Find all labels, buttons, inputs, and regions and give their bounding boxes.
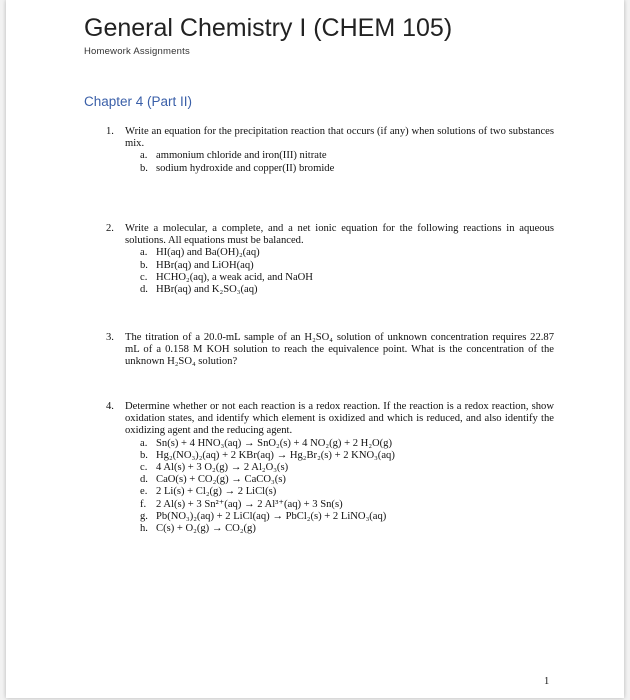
page-title: General Chemistry I (CHEM 105) bbox=[84, 14, 453, 42]
question-item: d. HBr(aq) and K₂SO₃(aq) bbox=[140, 284, 258, 296]
question-item: b. HBr(aq) and LiOH(aq) bbox=[140, 259, 254, 271]
question-text: Determine whether or not each reaction is a redox reaction. If the reaction is a redox reaction, show oxidation states, and identify which element is oxidized and which is reduced, and also identify the oxidizing agent and the reducing agent. bbox=[125, 401, 554, 437]
question-number: 3. bbox=[106, 332, 114, 343]
chapter-heading: Chapter 4 (Part II) bbox=[84, 94, 193, 109]
question-item: a. Sn(s) + 4 HNO₃(aq) → SnO₂(s) + 4 NO₂(g) + 2 H₂O(g) bbox=[140, 437, 393, 449]
question-text: Write an equation for the precipitation reaction that occurs (if any) when solutions of two substances mix. bbox=[125, 126, 554, 150]
question-item: e. 2 Li(s) + Cl₂(g) → 2 LiCl(s) bbox=[140, 486, 277, 498]
question-item: c. 4 Al(s) + 3 O₂(g) → 2 Al₂O₃(s) bbox=[140, 462, 289, 474]
question-item: b. sodium hydroxide and copper(II) bromide bbox=[140, 162, 335, 174]
page-number: 1 bbox=[544, 676, 550, 687]
document-page bbox=[6, 0, 624, 698]
question-item: b. Hg₂(NO₃)₂(aq) + 2 KBr(aq) → Hg₂Br₂(s) + 2 KNO₃(aq) bbox=[140, 449, 395, 461]
question-text: The titration of a 20.0-mL sample of an H₂SO₄ solution of unknown concentration requires 22.87 mL of a 0.158 M KOH solution to reach the equivalence point. What is the concentration of the unknown H₂SO₄ solution? bbox=[125, 332, 554, 368]
question-item: a. ammonium chloride and iron(III) nitrate bbox=[140, 150, 327, 162]
question-number: 1. bbox=[106, 126, 114, 137]
question-number: 4. bbox=[106, 401, 114, 412]
question-text: Write a molecular, a complete, and a net ionic equation for the following reactions in aqueous solutions. All equations must be balanced. bbox=[125, 223, 554, 247]
question-2 bbox=[106, 223, 554, 296]
question-item: h. C(s) + O₂(g) → CO₂(g) bbox=[140, 523, 256, 535]
question-1 bbox=[106, 126, 554, 175]
question-item: f. 2 Al(s) + 3 Sn²⁺(aq) → 2 Al³⁺(aq) + 3 Sn(s) bbox=[140, 498, 343, 510]
question-item: a. HI(aq) and Ba(OH)₂(aq) bbox=[140, 247, 260, 259]
question-item: g. Pb(NO₃)₂(aq) + 2 LiCl(aq) → PbCl₂(s) + 2 LiNO₃(aq) bbox=[140, 510, 387, 522]
question-number: 2. bbox=[106, 223, 114, 234]
page-subtitle: Homework Assignments bbox=[84, 46, 190, 57]
question-item: c. HCHO₂(aq), a weak acid, and NaOH bbox=[140, 271, 313, 283]
question-item: d. CaO(s) + CO₂(g) → CaCO₃(s) bbox=[140, 474, 286, 486]
question-3 bbox=[106, 332, 554, 369]
question-4 bbox=[106, 401, 554, 535]
